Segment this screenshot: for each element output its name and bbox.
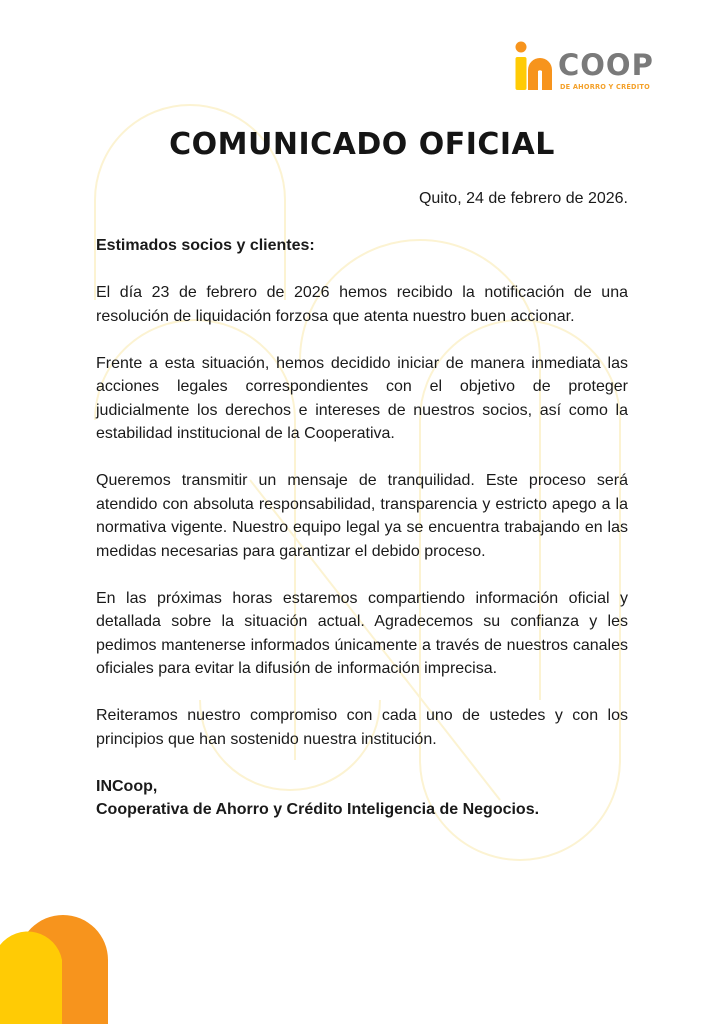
place-date: Quito, 24 de febrero de 2026.: [418, 190, 628, 207]
logo-name: COOP: [558, 48, 654, 82]
page-title: COMUNICADO OFICIAL: [169, 127, 555, 162]
signature-name: INCoop,: [96, 777, 158, 795]
paragraph-5: Reiteramos nuestro compromiso con cada uno de ustedes y con los principios que han sostenido nuestra institución.: [96, 707, 628, 748]
paragraph-3: Queremos transmitir un mensaje de tranquilidad. Este proceso será atendido con absoluta responsabilidad, transparencia y estricto apego a la normativa vigente. Nuestro equipo legal ya se encuentra trabajando en las medidas necesarias para garantizar el debido proceso.: [96, 472, 628, 560]
paragraph-4: En las próximas horas estaremos compartiendo información oficial y detallada sobre la situación actual. Agradecemos su confianza y les pedimos mantenerse informados únicamente a través de nuestros canales oficiales para evitar la difusión de información imprecisa.: [96, 589, 628, 677]
paragraph-2: Frente a esta situación, hemos decidido iniciar de manera inmediata las acciones legales correspondientes con el objetivo de proteger judicialmente los derechos e intereses de nuestros socios, así como la estabilidad institucional de la Cooperativa.: [96, 354, 628, 442]
logo-tagline: DE AHORRO Y CRÉDITO: [560, 83, 650, 91]
coop-logo: [512, 38, 682, 100]
paragraph-1: El día 23 de febrero de 2026 hemos recibido la notificación de una resolución de liquidación forzosa que atenta nuestro buen accionar.: [96, 284, 628, 325]
salutation: Estimados socios y clientes:: [96, 237, 315, 254]
letter-body: [96, 234, 628, 822]
signature-institution: Cooperativa de Ahorro y Crédito Inteligencia de Negocios.: [96, 801, 540, 818]
corner-decoration-icon: [0, 905, 120, 1024]
coop-logo-mark-icon: [512, 40, 556, 98]
